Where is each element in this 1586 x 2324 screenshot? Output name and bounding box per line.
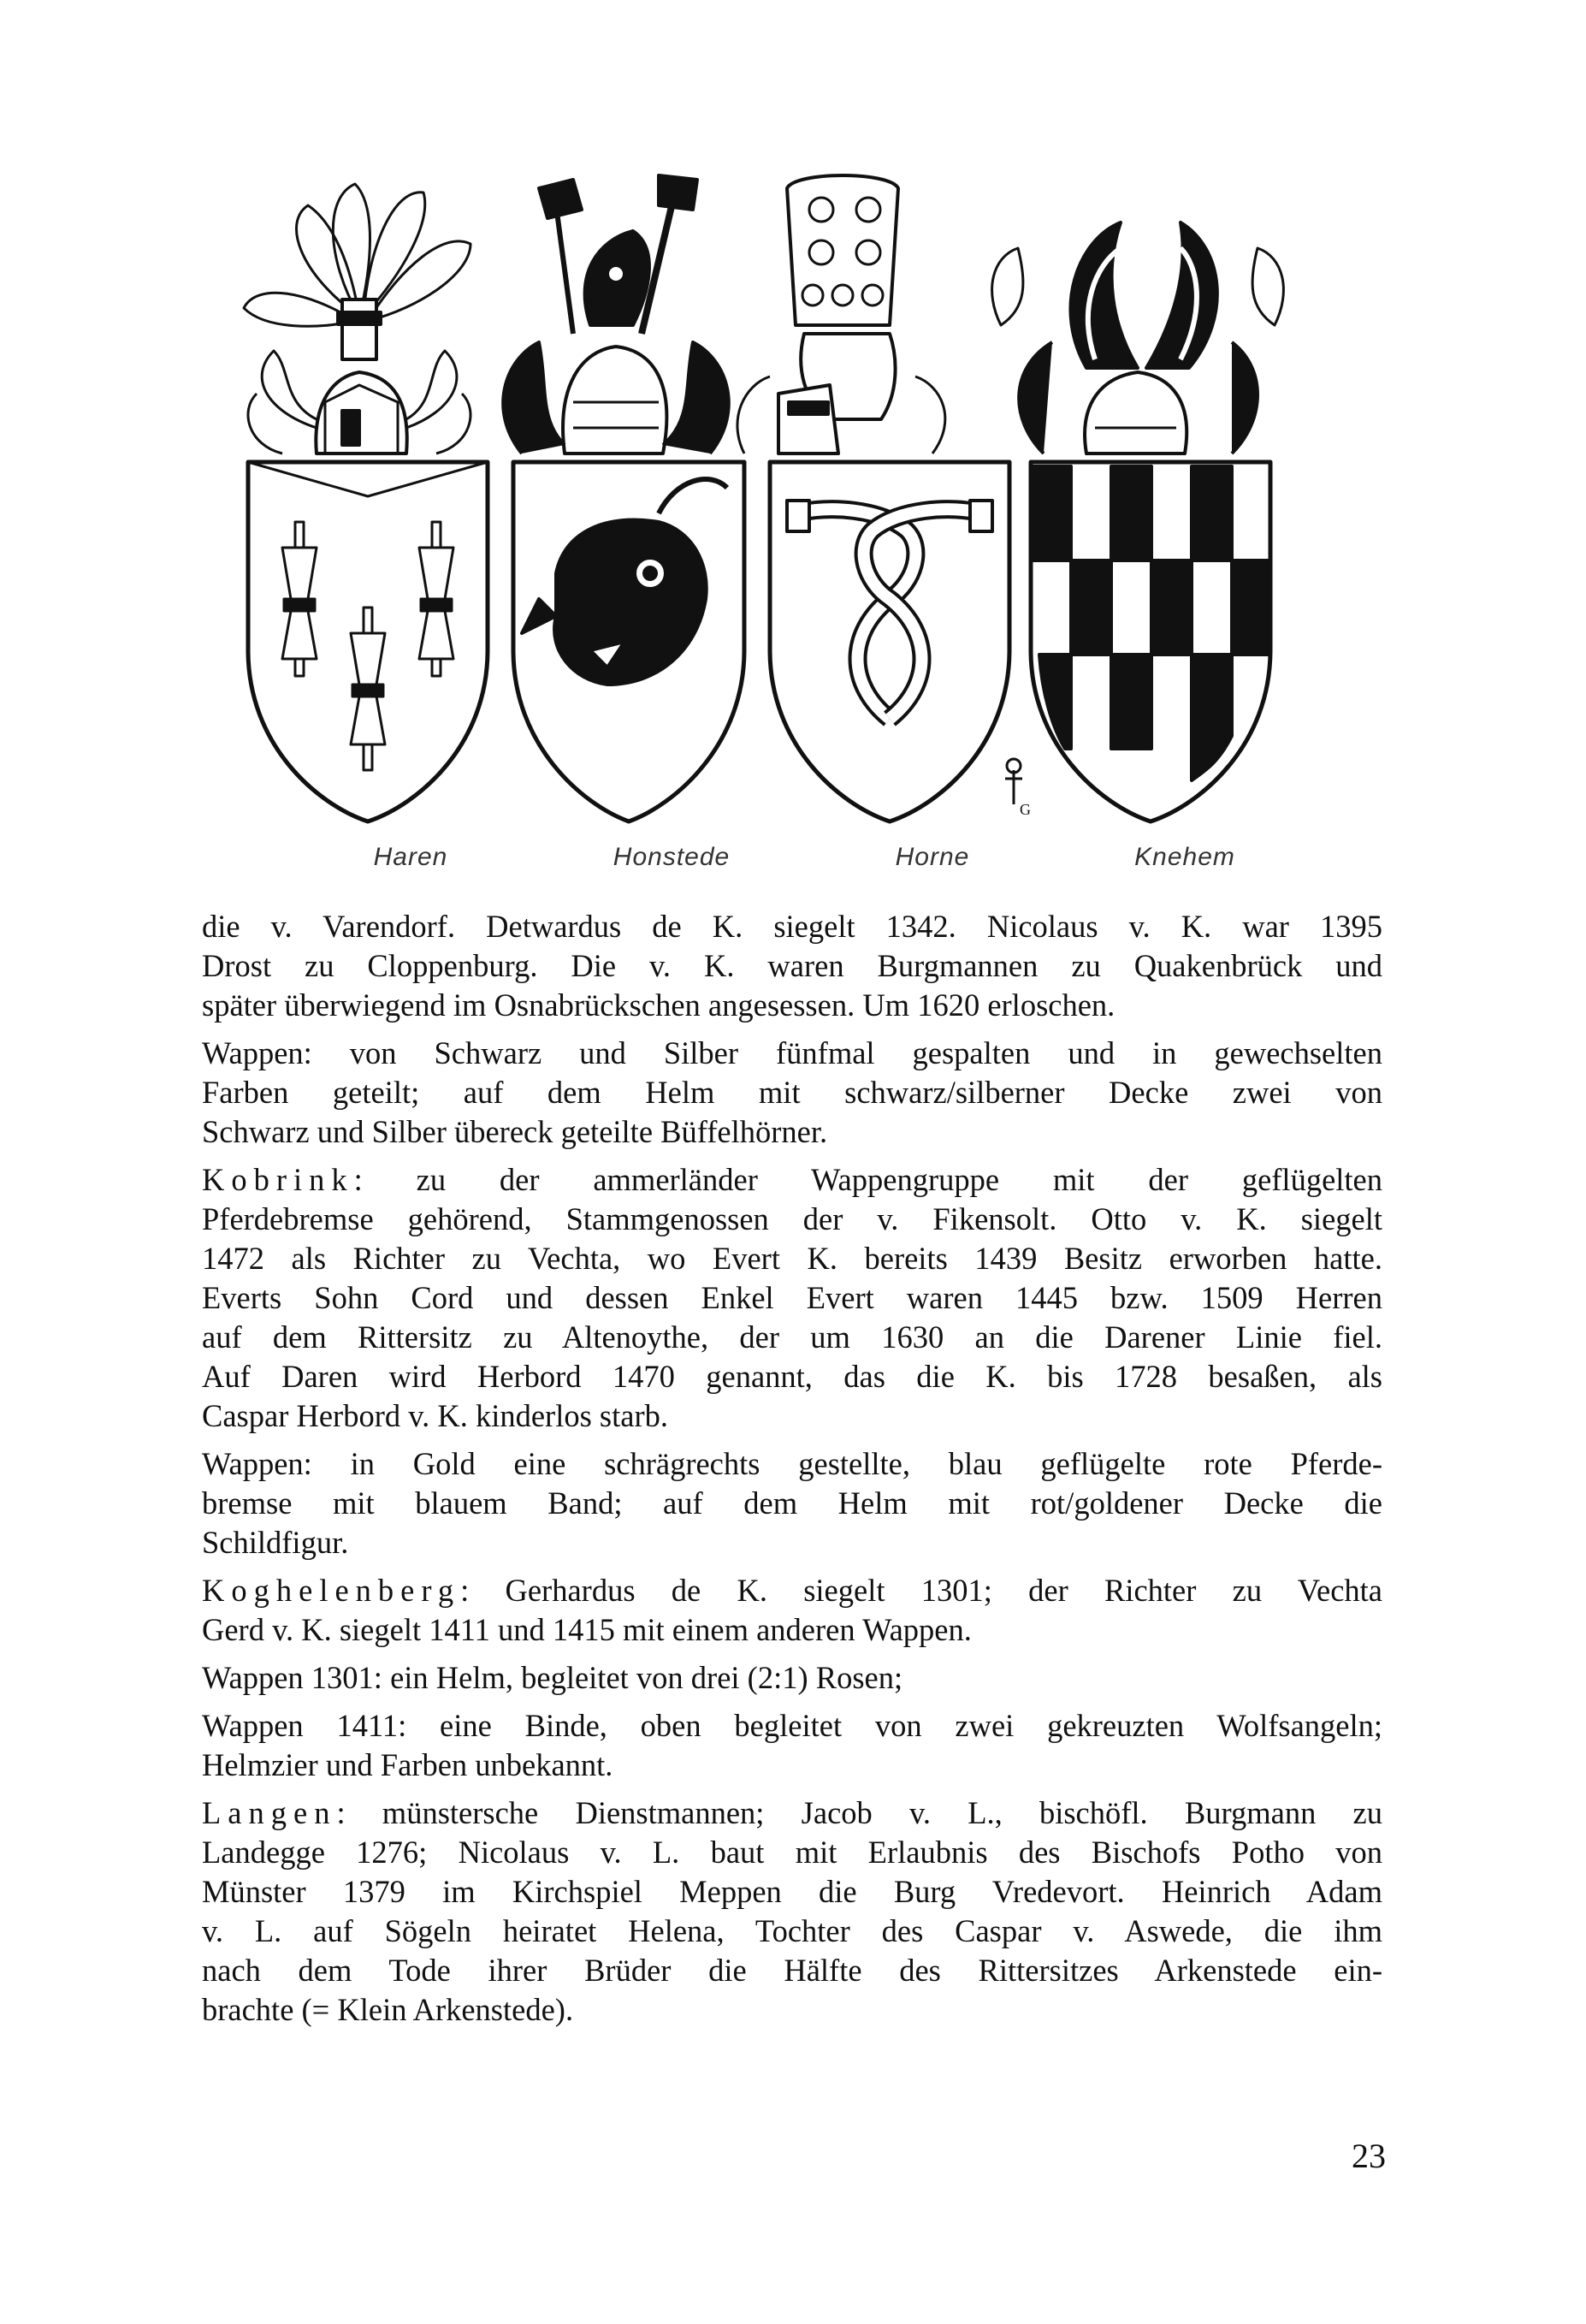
honstede-crest (503, 175, 729, 454)
text-line: Wappen 1301: ein Helm, begleitet von drei (2:1) Rosen; (202, 1660, 903, 1695)
paragraph-kobrink (202, 1160, 1382, 1436)
horne-shield (770, 462, 1009, 821)
text-line: brachte (= Klein Arkenstede). (202, 1992, 574, 2027)
page-number: 23 (1352, 2137, 1386, 2175)
text-line: Everts Sohn Cord und dessen Enkel Evert waren 1445 bzw. 1509 Herren (202, 1280, 1382, 1315)
paragraph-knehem-history (202, 907, 1382, 1025)
text-line: bremse mit blauem Band; auf dem Helm mit rot/goldener Decke die (202, 1485, 1382, 1521)
text-line: 1472 als Richter zu Vechta, wo Evert K. bereits 1439 Besitz erworben hatte. (202, 1241, 1382, 1276)
paragraph-knehem-arms (202, 1034, 1382, 1152)
text-line: die v. Varendorf. Detwardus de K. siegelt 1342. Nicolaus v. K. war 1395 (202, 909, 1382, 944)
body-text (202, 907, 1382, 2038)
text-line: Wappen: in Gold eine schrägrechts gestellte, blau geflügelte rote Pferde- (202, 1446, 1382, 1481)
paragraph-koghelenberg-arms-1301 (202, 1658, 1382, 1698)
haren-crest (244, 184, 470, 454)
knehem-shield (1031, 462, 1270, 821)
knehem-crest (992, 222, 1284, 454)
text-line: Farben geteilt; auf dem Helm mit schwarz/silberner Decke zwei von (202, 1075, 1382, 1110)
text-line (202, 1571, 1382, 1610)
text-line: Drost zu Cloppenburg. Die v. K. waren Burgmannen zu Quakenbrück und (202, 948, 1382, 983)
text-line-rest: : zu der ammerländer Wappengruppe mit der geflügelten (353, 1162, 1382, 1197)
paragraph-koghelenberg-arms-1411 (202, 1706, 1382, 1785)
haren-shield (248, 462, 488, 821)
text-line: Wappen: von Schwarz und Silber fünfmal gespalten und in gewechselten (202, 1035, 1382, 1070)
text-line: Auf Daren wird Herbord 1470 genannt, das die K. bis 1728 besaßen, als (202, 1359, 1382, 1394)
family-name-kobrink: Kobrink (202, 1162, 354, 1197)
coats-of-arms-illustration (231, 171, 1300, 830)
text-line: nach dem Tode ihrer Brüder die Hälfte des Rittersitzes Arkenstede ein- (202, 1953, 1382, 1988)
text-line (202, 1160, 1382, 1200)
family-name-langen: Langen (202, 1795, 337, 1830)
paragraph-koghelenberg (202, 1571, 1382, 1650)
text-line: Pferdebremse gehörend, Stammgenossen der v. Fikensolt. Otto v. K. siegelt (202, 1201, 1382, 1236)
caption-horne: Horne (895, 843, 970, 871)
caption-knehem: Knehem (1134, 843, 1235, 871)
text-line: Schwarz und Silber übereck geteilte Büffelhörner. (202, 1114, 828, 1149)
caption-honstede: Honstede (613, 843, 731, 871)
text-line: Caspar Herbord v. K. kinderlos starb. (202, 1398, 669, 1433)
text-line: v. L. auf Sögeln heiratet Helena, Tochter des Caspar v. Aswede, die ihm (202, 1913, 1382, 1948)
text-line (202, 1793, 1382, 1833)
horne-crest (737, 175, 945, 454)
family-name-koghelenberg: Koghelenberg (202, 1573, 461, 1608)
honstede-shield (513, 462, 744, 821)
artist-monogram (1005, 759, 1031, 818)
text-line: Gerd v. K. siegelt 1411 und 1415 mit einem anderen Wappen. (202, 1612, 972, 1647)
text-line: Münster 1379 im Kirchspiel Meppen die Burg Vredevort. Heinrich Adam (202, 1874, 1382, 1909)
caption-haren: Haren (373, 843, 448, 871)
text-line: Landegge 1276; Nicolaus v. L. baut mit Erlaubnis des Bischofs Potho von (202, 1835, 1382, 1870)
svg-text:G: G (1020, 801, 1031, 818)
paragraph-kobrink-arms (202, 1444, 1382, 1562)
text-line-rest: : Gerhardus de K. siegelt 1301; der Richter zu Vechta (460, 1573, 1382, 1608)
text-line: später überwiegend im Osnabrückschen angesessen. Um 1620 erloschen. (202, 987, 1116, 1023)
paragraph-langen (202, 1793, 1382, 2030)
text-line-rest: : münstersche Dienstmannen; Jacob v. L., bischöfl. Burgmann zu (336, 1795, 1382, 1830)
text-line: Wappen 1411: eine Binde, oben begleitet von zwei gekreuzten Wolfsangeln; (202, 1708, 1382, 1743)
text-line: Schildfigur. (202, 1525, 349, 1560)
figure-captions (0, 843, 1586, 886)
text-line: auf dem Rittersitz zu Altenoythe, der um 1630 an die Darener Linie fiel. (202, 1319, 1382, 1355)
text-line: Helmzier und Farben unbekannt. (202, 1747, 613, 1782)
